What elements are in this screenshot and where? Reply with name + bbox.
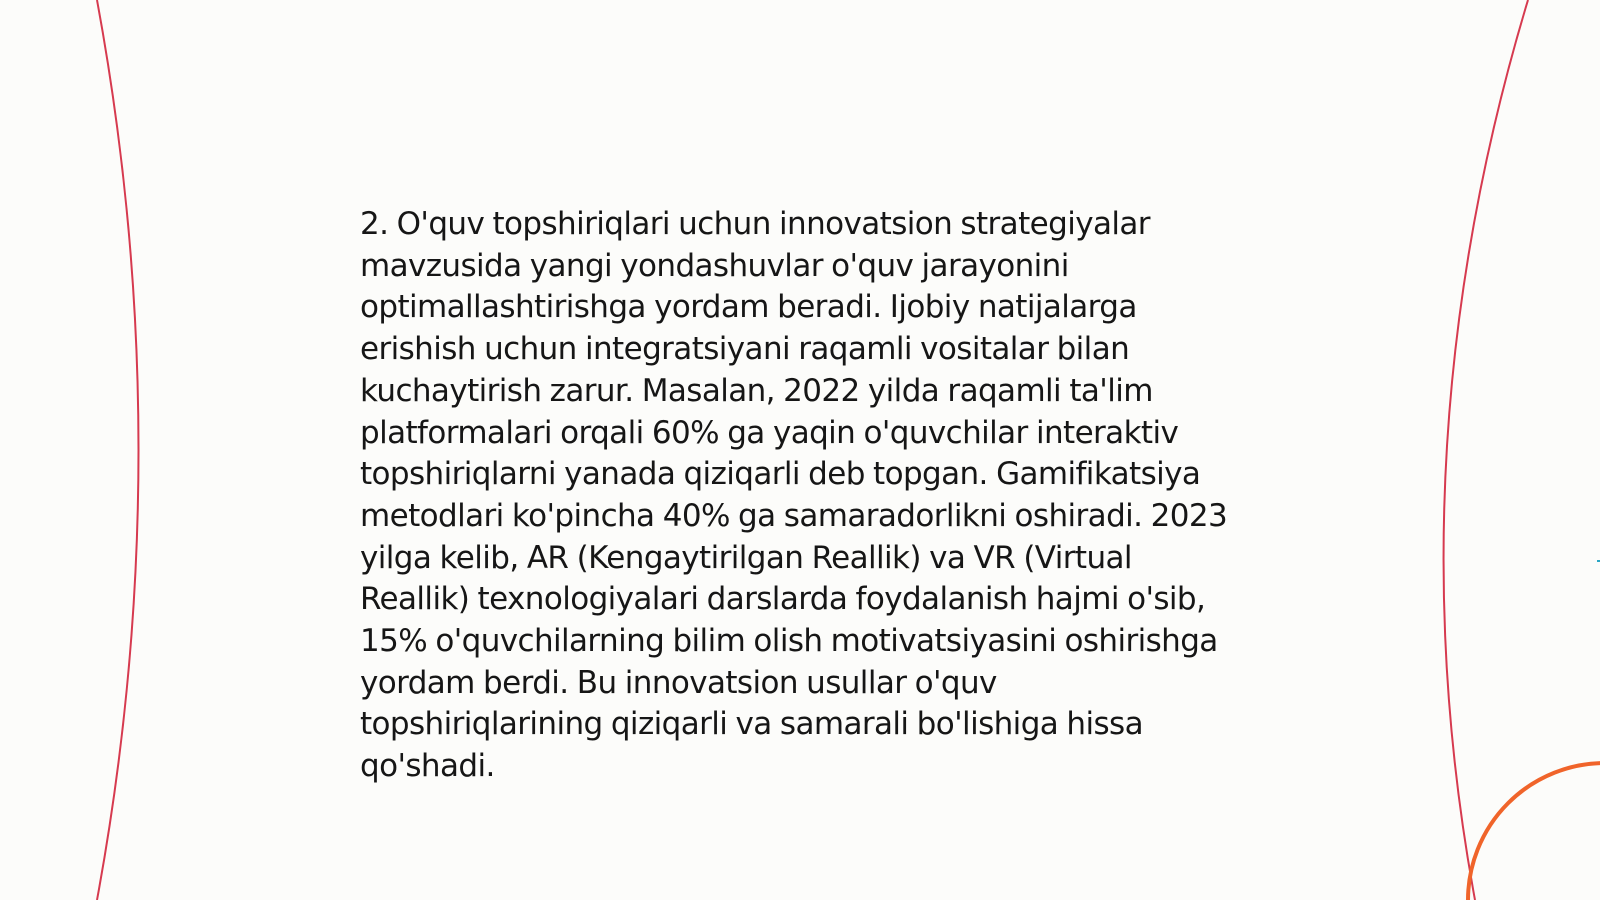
body-text: 2. O'quv topshiriqlari uchun innovatsion strategiyalar mavzusida yangi yondashuvlar o'quv jarayonini optimallashtirishga yordam beradi. Ijobiy natijalarga erishish uchun integratsiyani raqamli vositalar bilan kuchaytirish zarur. Masalan, 2022 yilda raqamli ta'lim platformalari orqali 60% ga yaqin o'quvchilar interaktiv topshiriqlarni yanada qiziqarli deb topgan. Gamifikatsiya metodlari ko'pincha 40% ga samaradorlikni oshiradi. 2023 yilga kelib, AR (Kengaytirilgan Reallik) va VR (Virtual Reallik) texnologiyalari darslarda foydalanish hajmi o'sib, 15% o'quvchilarning bilim olish motivatsiyasini oshirishga yordam berdi. Bu innovatsion usullar o'quv topshiriqlarining qiziqarli va samarali bo'lishiga hissa qo'shadi.	[360, 206, 1228, 785]
right-curve-line	[1444, 0, 1528, 900]
left-curve-line	[97, 0, 139, 900]
orange-arc	[1468, 763, 1600, 900]
